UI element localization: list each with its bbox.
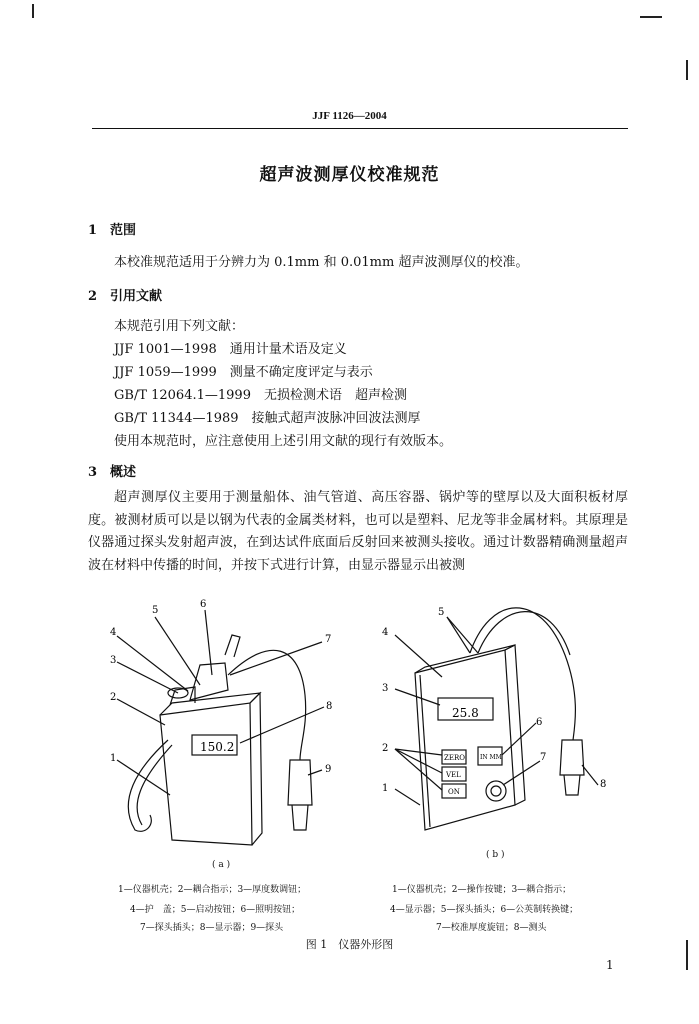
callout-8: 8	[600, 779, 607, 790]
section-number: 1	[88, 223, 98, 238]
section-title: 引用文献	[110, 289, 163, 304]
figure-b-label: ( b )	[486, 850, 505, 860]
scan-mark	[32, 4, 34, 18]
figure-b-caption-line: 4—显示器；5—探头插头；6—公英制转换键；	[390, 905, 579, 915]
reference-line: JJF 1001—1998 通用计量术语及定义	[114, 342, 347, 357]
reference-line: 本规范引用下列文献：	[114, 319, 245, 334]
display-reading: 25.8	[452, 706, 479, 720]
callout-3: 3	[110, 655, 117, 666]
callout-2: 2	[110, 692, 117, 703]
display-reading: 150.2	[200, 740, 235, 754]
section-number: 3	[88, 465, 98, 480]
callout-1: 1	[110, 753, 117, 764]
section-1-heading	[88, 219, 136, 238]
figure-a-caption-line: 1—仪器机壳；2—耦合指示；3—厚度数调钮；	[118, 885, 307, 895]
figure-b-caption-line: 7—校准厚度旋钮；8—测头	[436, 923, 547, 933]
reference-line: GB/T 11344—1989 接触式超声波脉冲回波法测厚	[114, 411, 421, 426]
figure-a-caption-line: 4—护 盖；5—启动按钮；6—照明按钮；	[130, 905, 301, 915]
header-rule	[92, 128, 628, 129]
callout-9: 9	[325, 764, 332, 775]
callout-3: 3	[382, 683, 389, 694]
callout-4: 4	[382, 627, 389, 638]
figure-a-caption-line: 7—探头插头；8—显示器；9—探头	[140, 923, 284, 933]
scan-mark	[686, 60, 688, 80]
reference-line: GB/T 12064.1—1999 无损检测术语 超声检测	[114, 388, 407, 403]
section-number: 2	[88, 289, 98, 304]
page-header: JJF 1126—2004	[312, 110, 387, 122]
callout-4: 4	[110, 627, 117, 638]
callout-8: 8	[326, 701, 333, 712]
callout-6: 6	[536, 717, 543, 728]
figure-b-callouts	[370, 595, 620, 855]
callout-6: 6	[200, 599, 207, 610]
callout-7: 7	[540, 752, 547, 763]
page-number: 1	[606, 958, 614, 972]
section-title: 概述	[110, 465, 137, 480]
key-in-mm: IN MM	[480, 754, 502, 761]
section-title: 范围	[110, 223, 137, 238]
callout-7: 7	[325, 634, 332, 645]
scan-mark	[640, 16, 662, 18]
callout-1: 1	[382, 783, 389, 794]
key-zero: ZERO	[444, 754, 465, 762]
figure-a-callouts	[100, 595, 340, 875]
key-on: ON	[448, 788, 460, 796]
callout-5: 5	[152, 605, 159, 616]
section-3-heading	[88, 461, 136, 480]
section-1-text: 本校准规范适用于分辨力为 0.1mm 和 0.01mm 超声波测厚仪的校准。	[114, 255, 529, 270]
callout-5: 5	[438, 607, 445, 618]
section-3-text: 超声测厚仪主要用于测量船体、油气管道、高压容器、锅炉等的壁厚以及大面积板材厚度。被测材质可以是以钢为代表的金属类材料，也可以是塑料、尼龙等非金属材料。其原理是仪器通过探头发射超声波，在到达试件底面后反射回来被测头接收。通过计数器精确测量超声波在材料中传播的时间，并按下式进行计算，由显示器显示出被测	[88, 490, 628, 573]
key-vel: VEL	[446, 771, 461, 779]
callout-2: 2	[382, 743, 389, 754]
figure-a-label: ( a )	[212, 860, 231, 870]
figure-title: 图 1 仪器外形图	[305, 938, 394, 951]
document-title: 超声波测厚仪校准规范	[259, 165, 440, 185]
figure-b-caption-line: 1—仪器机壳；2—操作按键；3—耦合指示；	[392, 885, 572, 895]
section-2-heading	[88, 285, 162, 304]
reference-line: JJF 1059—1999 测量不确定度评定与表示	[114, 365, 373, 380]
reference-line: 使用本规范时，应注意使用上述引用文献的现行有效版本。	[114, 434, 453, 449]
